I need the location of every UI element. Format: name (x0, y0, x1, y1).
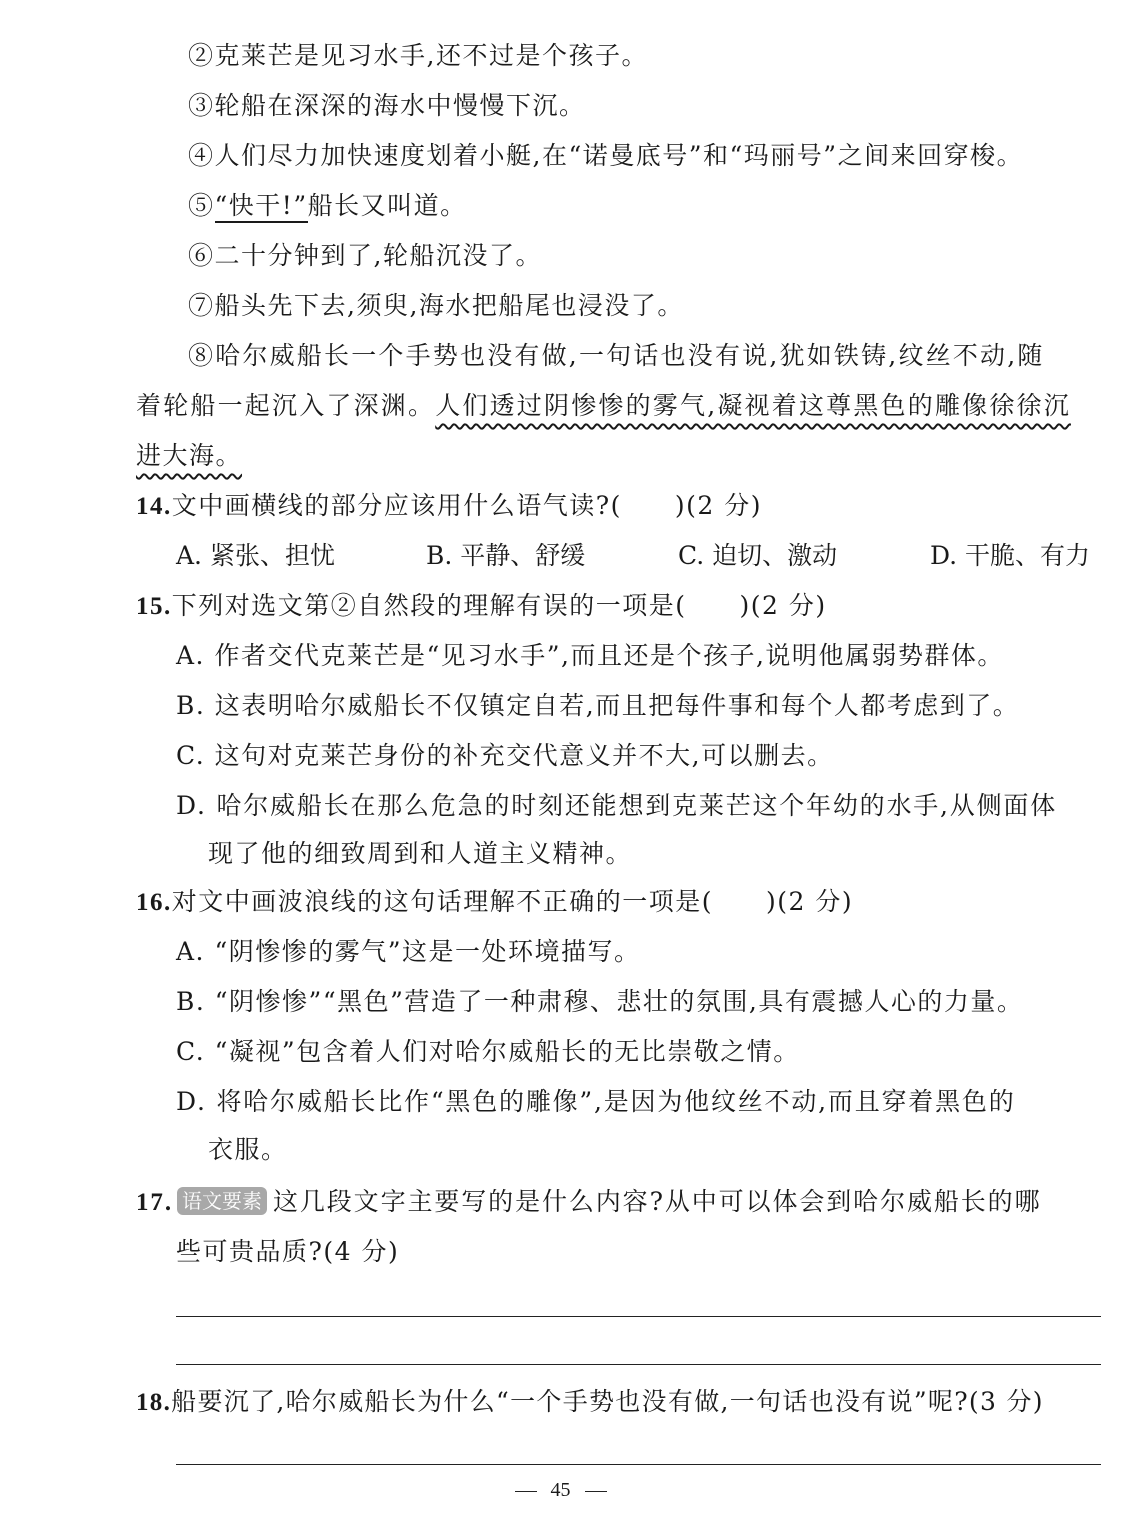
question-17-cont: 些可贵品质?(4 分) (176, 1237, 400, 1266)
page-number: 45 (550, 1479, 571, 1501)
sentence-5-rest: 船长又叫道。 (307, 191, 467, 220)
answer-line[interactable] (176, 1316, 1101, 1317)
question-number: 15 (136, 593, 164, 620)
question-dot: . (164, 1189, 173, 1216)
question-15-option-c: C. 这句对克莱芒身份的补充交代意义并不大,可以删去。 (176, 741, 834, 770)
passage-sentence-5 (188, 189, 467, 223)
question-17 (136, 1185, 1041, 1220)
question-text: 对文中画波浪线的这句话理解不正确的一项是( )(2 分) (171, 887, 854, 916)
question-16-option-d: D. 将哈尔威船长比作“黑色的雕像”,是因为他纹丝不动,而且穿着黑色的 (176, 1087, 1016, 1116)
sentence-8-plain: 着轮船一起沉入了深渊。 (136, 391, 436, 420)
wavy-underlined-sentence-end: 进大海。 (136, 441, 243, 470)
question-dot: . (164, 493, 172, 520)
question-16-option-c: C. “凝视”包含着人们对哈尔威船长的无比崇敬之情。 (176, 1037, 800, 1066)
question-15-option-a: A. 作者交代克莱芒是“见习水手”,而且还是个孩子,说明他属弱势群体。 (176, 641, 1004, 670)
sentence-5-number: ⑤ (188, 191, 215, 220)
question-14 (136, 489, 762, 524)
option-c: C. 迫切、激动 (678, 541, 838, 570)
page-footer (0, 1479, 1121, 1502)
question-dot: . (163, 1389, 172, 1416)
question-16-option-b: B. “阴惨惨”“黑色”营造了一种肃穆、悲壮的氛围,具有震撼人心的力量。 (176, 987, 1024, 1016)
passage-sentence-7: ⑦船头先下去,须臾,海水把船尾也浸没了。 (188, 291, 684, 320)
passage-sentence-8-line2 (136, 389, 1071, 423)
question-15-option-d-cont: 现了他的细致周到和人道主义精神。 (208, 839, 633, 868)
question-dot: . (164, 889, 172, 916)
question-number: 14 (136, 493, 164, 520)
question-15-option-d: D. 哈尔威船长在那么危急的时刻还能想到克莱芒这个年幼的水手,从侧面体 (176, 791, 1057, 820)
question-15 (136, 589, 827, 624)
passage-sentence-3: ③轮船在深深的海水中慢慢下沉。 (188, 91, 586, 120)
option-a: A. 紧张、担忧 (176, 541, 335, 570)
question-number: 18 (136, 1389, 164, 1416)
passage-sentence-6: ⑥二十分钟到了,轮船沉没了。 (188, 241, 542, 270)
question-18 (136, 1385, 1044, 1420)
language-element-tag: 语文要素 (177, 1187, 267, 1215)
footer-dash (515, 1491, 537, 1492)
question-number: 17 (136, 1189, 165, 1216)
question-dot: . (164, 593, 172, 620)
passage-sentence-4: ④人们尽力加快速度划着小艇,在“诺曼底号”和“玛丽号”之间来回穿梭。 (188, 141, 1024, 170)
question-text: 船要沉了,哈尔威船长为什么“一个手势也没有做,一句话也没有说”呢?(3 分) (171, 1387, 1044, 1416)
answer-line[interactable] (176, 1364, 1101, 1365)
option-b: B. 平静、舒缓 (426, 541, 586, 570)
question-15-option-b: B. 这表明哈尔威船长不仅镇定自若,而且把每件事和每个人都考虑到了。 (176, 691, 1020, 720)
question-text: 文中画横线的部分应该用什么语气读?( )(2 分) (171, 491, 763, 520)
passage-sentence-2: ②克莱芒是见习水手,还不过是个孩子。 (188, 41, 648, 70)
passage-sentence-8-line3 (136, 439, 242, 473)
question-text: 下列对选文第②自然段的理解有误的一项是( )(2 分) (171, 591, 827, 620)
passage-sentence-8-line1: ⑧哈尔威船长一个手势也没有做,一句话也没有说,犹如铁铸,纹丝不动,随 (188, 341, 1045, 370)
question-number: 16 (136, 889, 164, 916)
answer-line[interactable] (176, 1464, 1101, 1465)
question-text: 这几段文字主要写的是什么内容?从中可以体会到哈尔威船长的哪 (272, 1187, 1042, 1216)
question-16-option-a: A. “阴惨惨的雾气”这是一处环境描写。 (176, 937, 641, 966)
question-16 (136, 885, 853, 920)
question-16-option-d-cont: 衣服。 (208, 1135, 288, 1164)
wavy-underlined-sentence: 人们透过阴惨惨的雾气,凝视着这尊黑色的雕像徐徐沉 (435, 391, 1071, 420)
underlined-quote: “快干!” (215, 191, 308, 223)
option-d: D. 干脆、有力 (930, 541, 1091, 570)
footer-dash (585, 1491, 607, 1492)
